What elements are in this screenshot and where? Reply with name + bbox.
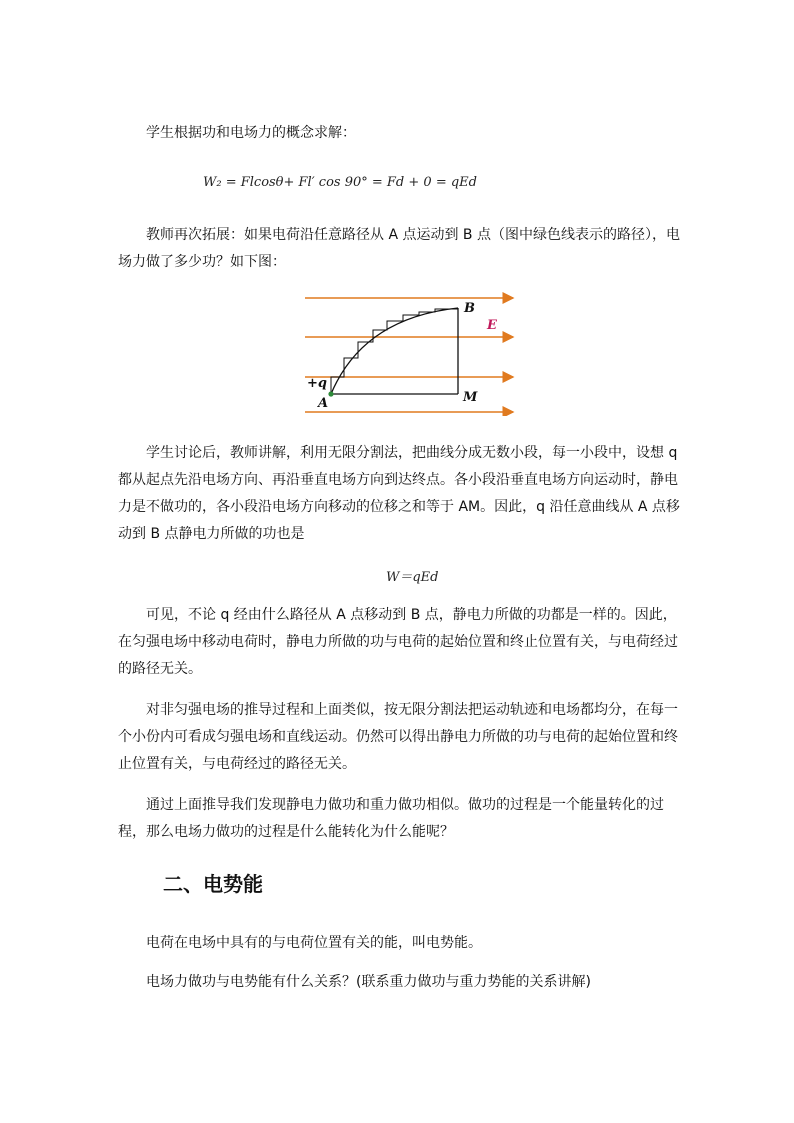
label-A: A (318, 396, 329, 411)
paragraph-path-independence: 可见，不论 q 经由什么路径从 A 点移动到 B 点，静电力所做的功都是一样的。因此，在匀强电场中移动电荷时，静电力所做的功与电荷的起始位置和终止位置有关，与电荷经过的路径无关。 (118, 607, 678, 677)
point-A-marker (328, 391, 333, 396)
label-B: B (464, 301, 475, 316)
label-E: E (487, 318, 497, 333)
paragraph-student-solve: 学生根据功和电场力的概念求解： (146, 125, 356, 141)
step-segments (331, 309, 458, 394)
section-heading-potential-energy: 二、电势能 (163, 872, 263, 896)
label-M: M (463, 390, 478, 405)
paragraph-infinite-division: 学生讨论后，教师讲解，利用无限分割法，把曲线分成无数小段，每一小段中，设想 q 都从起点先沿电场方向、再沿垂直电场方向到达终点。各小段沿垂直电场方向运动时，静电力是不做功的，各小段沿电场方向移动的位移之和等于 AM。因此，q 沿任意曲线从 A 点移动到 B 点静电力所做的功也是 (118, 445, 680, 542)
paragraph-definition: 电荷在电场中具有的与电荷位置有关的能，叫电势能。 (146, 935, 482, 951)
formula-work-w2: W₂ = Flcosθ+ Fl′ cos 90° = Fd + 0 = qEd (203, 175, 477, 190)
paragraph-nonuniform-field: 对非匀强电场的推导过程和上面类似，按无限分割法把运动轨迹和电场都均分，在每一个小份内可看成匀强电场和直线运动。仍然可以得出静电力所做的功与电荷的起始位置和终止位置有关，与电荷经过的路径无关。 (118, 702, 678, 772)
label-plus-q: +q (307, 376, 327, 391)
paragraph-teacher-extend: 教师再次拓展：如果电荷沿任意路径从 A 点运动到 B 点（图中绿色线表示的路径），电场力做了多少功？如下图： (118, 227, 680, 270)
electric-field-path-figure (303, 288, 518, 416)
paragraph-energy-conversion: 通过上面推导我们发现静电力做功和重力做功相似。做功的过程是一个能量转化的过程，那么电场力做功的过程是什么能转化为什么能呢？ (118, 797, 664, 840)
formula-w-qed: W＝qEd (386, 570, 439, 585)
paragraph-question: 电场力做功与电势能有什么关系？(联系重力做功与重力势能的关系讲解) (146, 974, 591, 990)
